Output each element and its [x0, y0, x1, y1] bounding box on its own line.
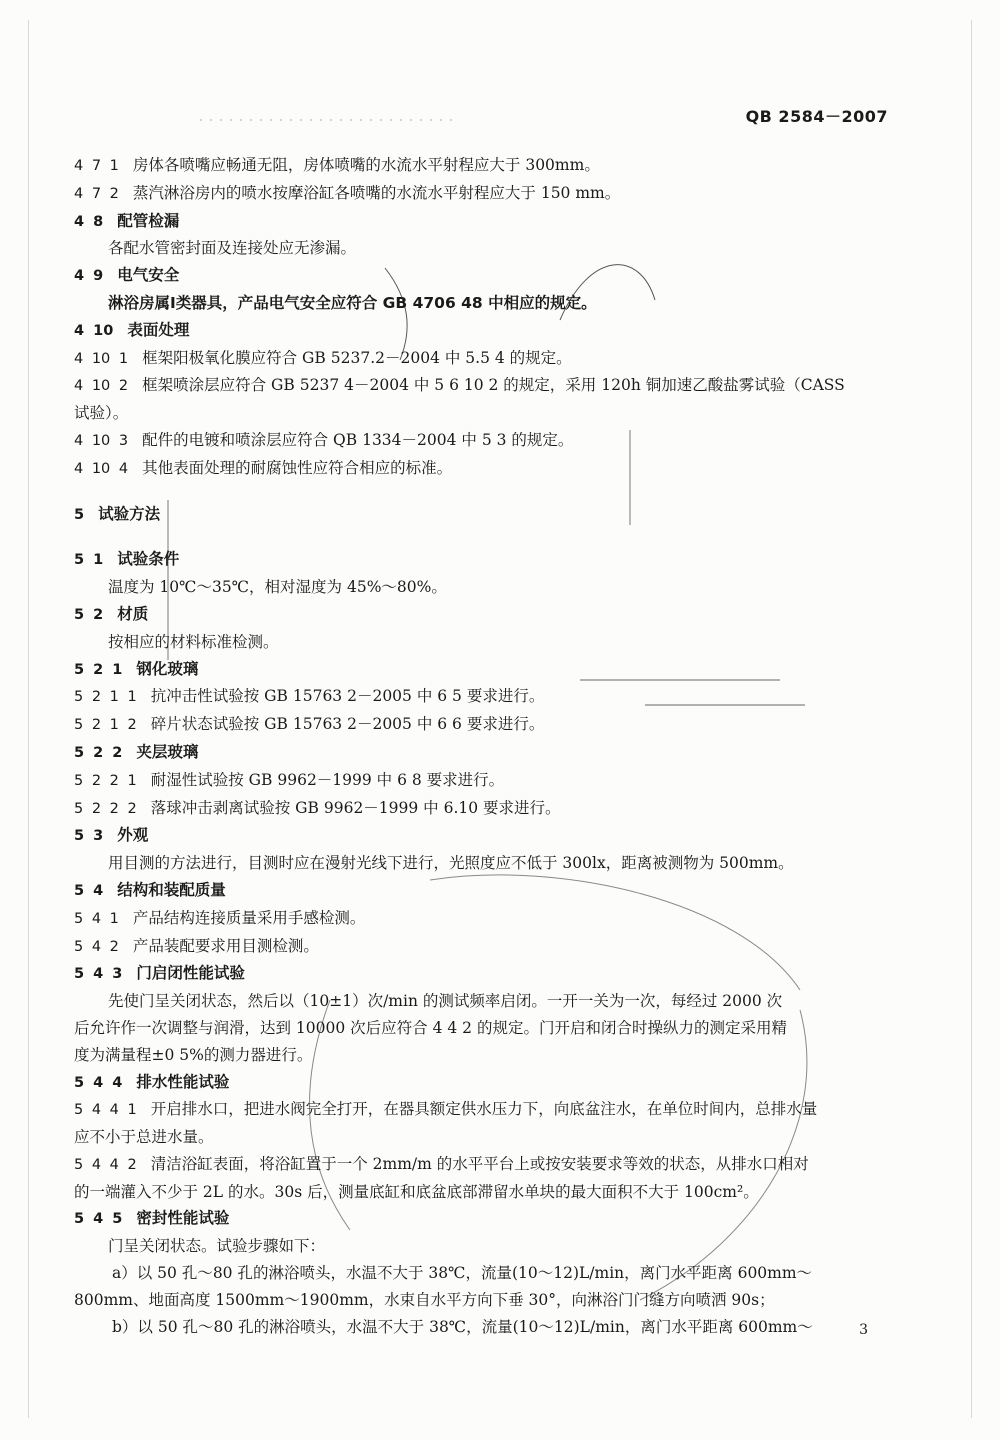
- heading-5-3: [74, 822, 894, 850]
- clause-4-7-1: [74, 152, 894, 180]
- heading-text: 门启闭性能试验: [136, 964, 245, 983]
- clause-5-2-1-1: [74, 683, 894, 711]
- heading-5-4-5: [74, 1205, 894, 1233]
- clause-text: 配件的电镀和喷涂层应符合 QB 1334－2004 中 5 3 的规定。: [142, 430, 574, 449]
- clause-5-4-2: [74, 933, 894, 961]
- clause-number: 5 4 4: [74, 1074, 123, 1091]
- clause-number: 4 9: [74, 268, 104, 285]
- paragraph: 温度为 10℃～35℃，相对湿度为 45%～80%。: [108, 578, 447, 597]
- clause-text: 落球冲击剥离试验按 GB 9962－1999 中 6.10 要求进行。: [150, 798, 561, 817]
- heading-5-1: [74, 546, 894, 574]
- heading-5-4-4: [74, 1069, 894, 1097]
- clause-text: 框架阳极氧化膜应符合 GB 5237.2－2004 中 5.5 4 的规定。: [142, 348, 572, 367]
- clause-text: 产品结构连接质量采用手感检测。: [132, 908, 366, 927]
- list-item-b: b）以 50 孔～80 孔的淋浴喷头，水温不大于 38℃，流量(10～12)L/min，离门水平距离 600mm～: [112, 1317, 813, 1336]
- heading-5-2-2: [74, 739, 894, 767]
- clause-continuation: 试验）。: [74, 404, 129, 423]
- clause-4-10-3: [74, 427, 894, 455]
- clause-5-4-4-2: [74, 1151, 894, 1179]
- clause-number: 5: [74, 506, 85, 523]
- clause-number: 5 2 2 2: [74, 800, 137, 817]
- paragraph-continuation: 后允许作一次调整与润滑，达到 10000 次后应符合 4 4 2 的规定。门开启和闭合时操纵力的测定采用精: [74, 1018, 787, 1037]
- heading-5: [74, 501, 894, 529]
- clause-number: 4 10 3: [74, 432, 129, 449]
- list-item-a: a）以 50 孔～80 孔的淋浴喷头，水温不大于 38℃，流量(10～12)L/min，离门水平距离 600mm～: [112, 1264, 813, 1283]
- clause-4-10-1: [74, 345, 894, 373]
- heading-5-4-3: [74, 960, 894, 988]
- clause-5-2-2-1: [74, 767, 894, 795]
- paragraph: 各配水管密封面及连接处应无渗漏。: [108, 239, 357, 258]
- clause-number: 5 4 4 2: [74, 1156, 137, 1173]
- heading-text: 密封性能试验: [136, 1209, 230, 1228]
- clause-number: 5 1: [74, 552, 104, 569]
- clause-5-2-2-2: [74, 795, 894, 823]
- clause-5-4-1: [74, 905, 894, 933]
- clause-number: 4 8: [74, 213, 104, 230]
- heading-text: 排水性能试验: [136, 1072, 230, 1091]
- heading-text: 材质: [117, 604, 149, 623]
- clause-number: 5 3: [74, 828, 104, 845]
- clause-number: 5 2 1: [74, 661, 123, 678]
- heading-text: 配管检漏: [117, 211, 180, 230]
- heading-text: 试验条件: [117, 550, 180, 569]
- heading-text: 结构和装配质量: [117, 880, 226, 899]
- clause-4-10-4: [74, 455, 894, 483]
- page-number: 3: [859, 1322, 868, 1338]
- section-gap: [74, 528, 894, 546]
- clause-text: 清洁浴缸表面，将浴缸置于一个 2mm/m 的水平平台上或按安装要求等效的状态，从排水口相对: [150, 1154, 809, 1173]
- paragraph-continuation: 度为满量程±0 5%的测力器进行。: [74, 1045, 313, 1064]
- clause-number: 5 4 1: [74, 910, 119, 927]
- clause-number: 4 10 2: [74, 378, 129, 395]
- clause-text: 产品装配要求用目测检测。: [132, 936, 319, 955]
- clause-number: 5 4 5: [74, 1211, 123, 1228]
- clause-text: 开启排水口，把进水阀完全打开，在器具额定供水压力下，向底盆注水，在单位时间内，总排水量: [150, 1100, 818, 1119]
- section-gap: [74, 483, 894, 501]
- clause-number: 5 4: [74, 882, 104, 899]
- clause-number: 5 2 2 1: [74, 772, 137, 789]
- heading-text: 夹层玻璃: [136, 742, 199, 761]
- clause-4-10-2: [74, 372, 894, 400]
- paragraph: 门呈关闭状态。试验步骤如下：: [108, 1237, 326, 1256]
- heading-text: 钢化玻璃: [136, 659, 199, 678]
- clause-5-2-1-2: [74, 711, 894, 739]
- heading-5-2-1: [74, 656, 894, 684]
- clause-number: 5 2: [74, 606, 104, 623]
- heading-5-4: [74, 877, 894, 905]
- clause-text: 房体各喷嘴应畅通无阻，房体喷嘴的水流水平射程应大于 300mm。: [132, 156, 600, 174]
- clause-number: 5 4 3: [74, 966, 123, 983]
- paragraph: 按相应的材料标准检测。: [108, 632, 279, 651]
- clause-continuation: 应不小于总进水量。: [74, 1128, 214, 1147]
- clause-text: 框架喷涂层应符合 GB 5237 4－2004 中 5 6 10 2 的规定，采用 120h 铜加速乙酸盐雾试验（CASS: [142, 376, 845, 395]
- clause-number: 4 10 1: [74, 350, 129, 367]
- clause-number: 5 4 4 1: [74, 1102, 137, 1119]
- clause-number: 5 2 1 2: [74, 717, 137, 734]
- heading-4-8: [74, 208, 894, 236]
- paragraph: 用目测的方法进行，目测时应在漫射光线下进行，光照度应不低于 300lx，距离被测物为 500mm。: [108, 854, 794, 873]
- clause-number: 4 10 4: [74, 460, 129, 477]
- clause-number: 4 10: [74, 322, 114, 339]
- heading-4-10: [74, 317, 894, 345]
- clause-text: 蒸汽淋浴房内的喷水按摩浴缸各喷嘴的水流水平射程应大于 150 mm。: [132, 183, 621, 202]
- clause-text: 其他表面处理的耐腐蚀性应符合相应的标准。: [142, 458, 453, 477]
- clause-number: 4 7 2: [74, 185, 119, 202]
- standard-code: QB 2584－2007: [745, 107, 888, 126]
- list-item-continuation: 800mm、地面高度 1500mm～1900mm，水束自水平方向下垂 30°，向淋浴门门缝方向喷洒 90s；: [74, 1290, 775, 1309]
- clause-continuation: 的一端灌入不少于 2L 的水。30s 后，测量底缸和底盆底部滞留水单块的最大面积不大于 100cm²。: [74, 1182, 759, 1201]
- heading-text: 表面处理: [127, 320, 190, 339]
- clause-text: 碎片状态试验按 GB 15763 2－2005 中 6 6 要求进行。: [150, 715, 545, 734]
- clause-text: 抗冲击性试验按 GB 15763 2－2005 中 6 5 要求进行。: [150, 687, 545, 706]
- heading-5-2: [74, 601, 894, 629]
- heading-4-9: [74, 262, 894, 290]
- clause-number: 4 7 1: [74, 158, 119, 174]
- clause-4-7-2: [74, 180, 894, 208]
- clause-number: 5 2 2: [74, 744, 123, 761]
- heading-text: 试验方法: [98, 504, 161, 523]
- paragraph: 先使门呈关闭状态，然后以（10±1）次/min 的测试频率启闭。一开一关为一次，每经过 2000 次: [108, 992, 783, 1011]
- clause-number: 5 2 1 1: [74, 689, 137, 706]
- clause-text: 耐湿性试验按 GB 9962－1999 中 6 8 要求进行。: [150, 770, 505, 789]
- clause-5-4-4-1: [74, 1096, 894, 1124]
- document-body: [74, 152, 894, 1340]
- heading-text: 电气安全: [117, 266, 180, 285]
- clause-number: 5 4 2: [74, 938, 119, 955]
- heading-text: 外观: [117, 826, 149, 845]
- paragraph: 淋浴房属Ⅰ类器具，产品电气安全应符合 GB 4706 48 中相应的规定。: [108, 293, 597, 312]
